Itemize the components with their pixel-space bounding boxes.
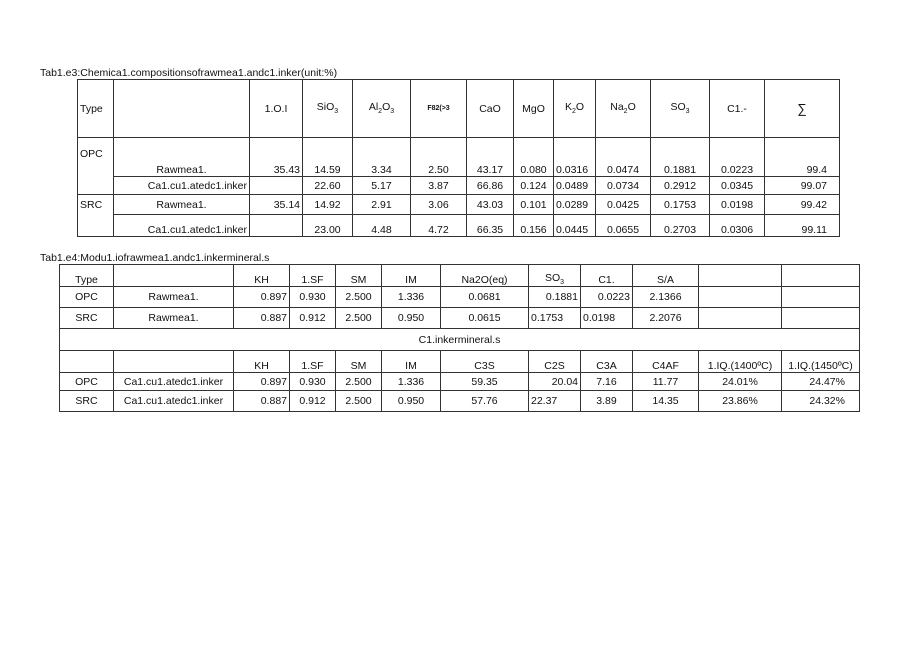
cell-c4af: 14.35 xyxy=(633,391,699,412)
cell-so3: 0.2703 xyxy=(651,215,710,237)
header-na2o: $Na_2O$ xyxy=(596,80,651,138)
cell-c3a: 3.89 xyxy=(581,391,633,412)
cell-sum: 99.42 xyxy=(765,195,840,215)
cell-lq1400: 24.01% xyxy=(699,373,782,391)
header-cl: C1.- xyxy=(710,80,765,138)
row-name: Ca1.cu1.atedc1.inker xyxy=(114,215,250,237)
moduli-minerals-table xyxy=(59,264,860,412)
empty-cell xyxy=(699,308,782,329)
table-row xyxy=(78,138,840,177)
cell-lq1400: 23.86% xyxy=(699,391,782,412)
cell-type: SRC xyxy=(60,308,114,329)
cell-c3s: 59.35 xyxy=(441,373,529,391)
cell-sio3: 23.00 xyxy=(303,215,353,237)
empty-cell xyxy=(699,287,782,308)
header-so3: $SO_3$ xyxy=(651,80,710,138)
cell-sm: 2.500 xyxy=(336,373,382,391)
cell-loi xyxy=(250,215,303,237)
cell-na2o-eq: 0.0615 xyxy=(441,308,529,329)
table2-caption: Tab1.e4:Modu1.iofrawmea1.andc1.inkermineral.s xyxy=(40,252,270,264)
empty-cell xyxy=(114,351,234,373)
cell-sio3: 14.92 xyxy=(303,195,353,215)
cell-k2o: 0.0289 xyxy=(554,195,596,215)
cell-sio3: 14.59 xyxy=(303,138,353,177)
row-name: Rawmea1. xyxy=(114,195,250,215)
table-row xyxy=(60,373,860,391)
header-lq1450: 1.IQ.(1450ºC) xyxy=(782,351,860,373)
cell-fe2o3: 2.50 xyxy=(411,138,467,177)
header-blank xyxy=(114,80,250,138)
cell-cl: 0.0198 xyxy=(710,195,765,215)
header-kh: KH xyxy=(234,265,290,287)
chemical-composition-table xyxy=(77,79,840,237)
cell-c2s: 20.04 xyxy=(529,373,581,391)
cell-k2o: 0.0316 xyxy=(554,138,596,177)
table1-header-row xyxy=(78,80,840,138)
group-label-src: SRC xyxy=(78,195,114,237)
cell-c3a: 7.16 xyxy=(581,373,633,391)
header-im: IM xyxy=(382,265,441,287)
cell-type: OPC xyxy=(60,373,114,391)
row-name: Rawmea1. xyxy=(114,138,250,177)
header-al2o3: $Al_2O_3$ xyxy=(353,80,411,138)
table-row xyxy=(60,308,860,329)
group-label-opc: OPC xyxy=(78,138,114,195)
cell-lq1450: 24.32% xyxy=(782,391,860,412)
cell-al2o3: 2.91 xyxy=(353,195,411,215)
header-sm: SM xyxy=(336,265,382,287)
header-sio3: SiO$_3$ xyxy=(303,80,353,138)
header-so3: $SO_3$ xyxy=(529,265,581,287)
cell-so3: 0.1881 xyxy=(651,138,710,177)
cell-cao: 66.35 xyxy=(467,215,514,237)
header-type: Type xyxy=(60,265,114,287)
cell-im: 0.950 xyxy=(382,391,441,412)
cell-cl: 0.0198 xyxy=(581,308,633,329)
header-loi: 1.O.I xyxy=(250,80,303,138)
cell-im: 1.336 xyxy=(382,373,441,391)
cell-sum: 99.4 xyxy=(765,138,840,177)
cell-so3: 0.1881 xyxy=(529,287,581,308)
row-name: Ca1.cu1.atedc1.inker xyxy=(114,177,250,195)
cell-sm: 2.500 xyxy=(336,391,382,412)
header-blank xyxy=(114,265,234,287)
cell-kh: 0.887 xyxy=(234,391,290,412)
row-name: Ca1.cu1.atedc1.inker xyxy=(114,391,234,412)
header-mgo: MgO xyxy=(514,80,554,138)
cell-cl: 0.0306 xyxy=(710,215,765,237)
empty-cell xyxy=(60,351,114,373)
header-sf: 1.SF xyxy=(290,351,336,373)
table-row xyxy=(78,177,840,195)
cell-sa: 2.1366 xyxy=(633,287,699,308)
header-kh: KH xyxy=(234,351,290,373)
cell-cl: 0.0223 xyxy=(581,287,633,308)
cell-type: SRC xyxy=(60,391,114,412)
cell-cl: 0.0345 xyxy=(710,177,765,195)
cell-mgo: 0.101 xyxy=(514,195,554,215)
cell-na2o: 0.0474 xyxy=(596,138,651,177)
cell-sio3: 22.60 xyxy=(303,177,353,195)
cell-sum: 99.07 xyxy=(765,177,840,195)
header-lq1400: 1.IQ.(1400ºC) xyxy=(699,351,782,373)
header-k2o: $K_2O$ xyxy=(554,80,596,138)
header-c3a: C3A xyxy=(581,351,633,373)
cell-sa: 2.2076 xyxy=(633,308,699,329)
header-sf: 1.SF xyxy=(290,265,336,287)
table-row xyxy=(78,215,840,237)
cell-sum: 99.11 xyxy=(765,215,840,237)
cell-fe2o3: 3.06 xyxy=(411,195,467,215)
cell-loi xyxy=(250,177,303,195)
empty-cell xyxy=(782,265,860,287)
header-c2s: C2S xyxy=(529,351,581,373)
section-title-row xyxy=(60,329,860,351)
cell-cl: 0.0223 xyxy=(710,138,765,177)
cell-kh: 0.897 xyxy=(234,373,290,391)
cell-sf: 0.912 xyxy=(290,391,336,412)
cell-al2o3: 4.48 xyxy=(353,215,411,237)
header-type: Type xyxy=(78,80,114,138)
cell-c3s: 57.76 xyxy=(441,391,529,412)
table2-clinker-header-row xyxy=(60,351,860,373)
cell-sf: 0.930 xyxy=(290,373,336,391)
cell-c4af: 11.77 xyxy=(633,373,699,391)
cell-so3: 0.1753 xyxy=(651,195,710,215)
cell-sm: 2.500 xyxy=(336,308,382,329)
cell-type: OPC xyxy=(60,287,114,308)
cell-lq1450: 24.47% xyxy=(782,373,860,391)
table-row xyxy=(60,391,860,412)
cell-na2o: 0.0425 xyxy=(596,195,651,215)
cell-so3: 0.2912 xyxy=(651,177,710,195)
cell-so3: 0.1753 xyxy=(529,308,581,329)
cell-al2o3: 3.34 xyxy=(353,138,411,177)
section-title: C1.inkermineral.s xyxy=(60,329,860,351)
cell-fe2o3: 3.87 xyxy=(411,177,467,195)
cell-c2s: 22.37 xyxy=(529,391,581,412)
header-sm: SM xyxy=(336,351,382,373)
row-name: Ca1.cu1.atedc1.inker xyxy=(114,373,234,391)
cell-cao: 43.17 xyxy=(467,138,514,177)
header-cao: CaO xyxy=(467,80,514,138)
cell-al2o3: 5.17 xyxy=(353,177,411,195)
cell-loi: 35.43 xyxy=(250,138,303,177)
cell-sf: 0.930 xyxy=(290,287,336,308)
cell-fe2o3: 4.72 xyxy=(411,215,467,237)
cell-na2o: 0.0734 xyxy=(596,177,651,195)
cell-sm: 2.500 xyxy=(336,287,382,308)
header-sum-icon: ∑ xyxy=(765,80,840,138)
header-c3s: C3S xyxy=(441,351,529,373)
cell-cao: 43.03 xyxy=(467,195,514,215)
header-cl: C1. xyxy=(581,265,633,287)
header-sa: S/A xyxy=(633,265,699,287)
cell-mgo: 0.156 xyxy=(514,215,554,237)
row-name: Rawmea1. xyxy=(114,287,234,308)
cell-kh: 0.897 xyxy=(234,287,290,308)
cell-loi: 35.14 xyxy=(250,195,303,215)
empty-cell xyxy=(782,308,860,329)
empty-cell xyxy=(699,265,782,287)
table-row xyxy=(78,195,840,215)
empty-cell xyxy=(782,287,860,308)
table-row xyxy=(60,287,860,308)
table1-caption: Tab1.e3:Chemica1.compositionsofrawmea1.andc1.inker(unit:%) xyxy=(40,67,338,79)
table2-header-row xyxy=(60,265,860,287)
header-c4af: C4AF xyxy=(633,351,699,373)
cell-k2o: 0.0489 xyxy=(554,177,596,195)
cell-mgo: 0.080 xyxy=(514,138,554,177)
header-im: IM xyxy=(382,351,441,373)
cell-na2o-eq: 0.0681 xyxy=(441,287,529,308)
cell-im: 1.336 xyxy=(382,287,441,308)
header-na2o-eq: Na2O(eq) xyxy=(441,265,529,287)
cell-k2o: 0.0445 xyxy=(554,215,596,237)
header-fe2o3: F82(>3 xyxy=(411,80,467,138)
cell-kh: 0.887 xyxy=(234,308,290,329)
cell-na2o: 0.0655 xyxy=(596,215,651,237)
cell-mgo: 0.124 xyxy=(514,177,554,195)
cell-cao: 66.86 xyxy=(467,177,514,195)
row-name: Rawmea1. xyxy=(114,308,234,329)
cell-sf: 0.912 xyxy=(290,308,336,329)
cell-im: 0.950 xyxy=(382,308,441,329)
